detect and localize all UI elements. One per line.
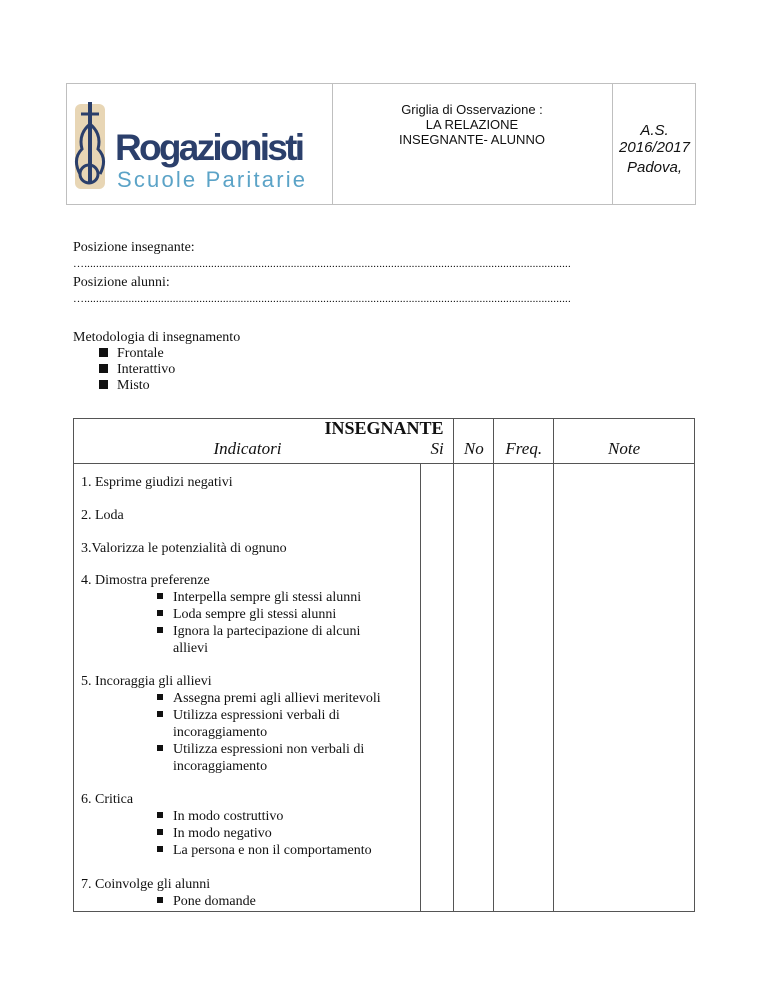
griglia-line: LA RELAZIONE [425, 117, 519, 132]
header-box [66, 83, 696, 205]
freq-cell[interactable] [494, 464, 554, 912]
square-bullet-icon [157, 694, 163, 700]
sub-item-continuation: allievi [173, 641, 208, 656]
sub-item: Assegna premi agli allievi meritevoli [157, 690, 381, 707]
no-cell[interactable] [454, 464, 494, 912]
sub-item: Pone domande [157, 893, 256, 910]
indicator-item: 7. Coinvolge gli alunni [81, 877, 211, 892]
square-bullet-icon [157, 627, 163, 633]
table-title: INSEGNANTE [324, 418, 444, 438]
indicator-item: 4. Dimostra preferenze [81, 573, 210, 588]
sub-item: La persona e non il comportamento [157, 842, 372, 859]
square-bullet-icon [157, 829, 163, 835]
griglia-title [332, 84, 612, 147]
indicator-item: 1. Esprime giudizi negativi [81, 475, 233, 490]
sub-item-continuation: incoraggiamento [173, 759, 268, 774]
square-bullet-icon [99, 364, 108, 373]
square-bullet-icon [157, 593, 163, 599]
square-bullet-icon [99, 380, 108, 389]
sub-item: In modo negativo [157, 825, 272, 842]
metodologia-label: Metodologia di insegnamento [73, 330, 241, 345]
indicator-item: 2. Loda [81, 508, 124, 523]
square-bullet-icon [157, 745, 163, 751]
sub-item: Utilizza espressioni verbali di [157, 707, 340, 724]
col-freq: Freq. [505, 439, 543, 458]
square-bullet-icon [157, 897, 163, 903]
sub-item-continuation: incoraggiamento [173, 725, 268, 740]
posizione-insegnante-field[interactable]: …..................................................................................................................................................................... [73, 258, 571, 270]
metodologia-option[interactable]: Interattivo [99, 362, 175, 378]
col-indicatori: Indicatori [213, 439, 282, 458]
logo-subtitle: Scuole Paritarie [117, 167, 305, 192]
square-bullet-icon [157, 812, 163, 818]
posizione-alunni-field[interactable]: …..................................................................................................................................................................... [73, 293, 571, 305]
square-bullet-icon [157, 846, 163, 852]
square-bullet-icon [157, 711, 163, 717]
sub-item: Utilizza espressioni non verbali di [157, 741, 364, 758]
col-si: Si [430, 439, 444, 458]
sub-item: Loda sempre gli stessi alunni [157, 606, 336, 623]
sub-item: Ignora la partecipazione di alcuni [157, 623, 360, 640]
square-bullet-icon [99, 348, 108, 357]
posizione-alunni-label: Posizione alunni: [73, 275, 170, 290]
metodologia-option[interactable]: Frontale [99, 346, 164, 362]
luogo: Padova, [626, 159, 683, 176]
logo-title: Rogazionisti [115, 127, 305, 168]
school-logo [67, 84, 332, 204]
square-bullet-icon [157, 610, 163, 616]
note-cell[interactable] [554, 464, 695, 912]
indicator-item: 3.Valorizza le potenzialità di ognuno [81, 541, 287, 556]
col-note: Note [608, 439, 641, 458]
indicator-item: 6. Critica [81, 792, 134, 807]
sub-item: Interpella sempre gli stessi alunni [157, 589, 361, 606]
col-no: No [463, 439, 484, 458]
indicator-item: 5. Incoraggia gli allievi [81, 674, 212, 689]
si-cell[interactable] [421, 464, 454, 912]
rogazionisti-logo-icon [67, 84, 332, 204]
metodologia-option[interactable]: Misto [99, 378, 150, 394]
griglia-line: Griglia di Osservazione : [401, 102, 543, 117]
posizione-insegnante-label: Posizione insegnante: [73, 240, 195, 255]
anno-scolastico: A.S. 2016/2017 [619, 122, 690, 156]
griglia-line: INSEGNANTE- ALUNNO [399, 132, 545, 147]
sub-item: In modo costruttivo [157, 808, 283, 825]
